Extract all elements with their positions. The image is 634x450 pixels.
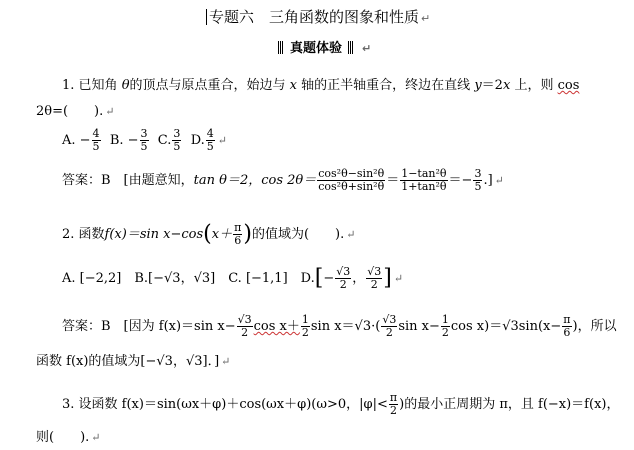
answer-2-line1: 答案：B [因为 f(x)＝sin x− $\frac{√3}{2}$ cos x＋ $\frac{1}{2}$ sin x＝√3·( $\frac{√3}{2}$ sin x− $\frac{1}{2}$ cos x)＝√3sin(x− $\frac{\pi}{6}$ )，所以 xyxy=(62,313,617,339)
question-3-stem: 3. 设函数 f(x)＝sin(ωx＋φ)＋cos(ωx＋φ)(ω>0，|φ|< $\frac{\pi}{2}$ )的最小正周期为 π，且 f(−x)＝f(x)， xyxy=(62,391,620,417)
question-2-stem: 2. 函数f(x)＝sin x−cos(x＋ $\frac{\pi}{6}$ )的值域为( ). ↵ xyxy=(62,221,356,247)
question-3-line2: 则( ). ↵ xyxy=(36,430,101,445)
question-1-options: A. − $\frac{4}{5}$ B. − $\frac{3}{5}$ C. $\frac{3}{5}$ D. $\frac{4}{5}$ ↵ xyxy=(62,127,227,153)
page-title: 专题六 三角函数的图象和性质 ↵ xyxy=(206,6,430,27)
return-mark-icon: ↵ xyxy=(421,12,431,25)
question-1-line2: 2θ=( ). ↵ xyxy=(36,104,115,119)
question-1-stem: 1. 已知角 θ的顶点与原点重合，始边与 x 轴的正半轴重合，终边在直线 y＝2x 上，则 cos xyxy=(62,78,580,93)
question-2-options: A. [−2,2] B.[−√3，√3] C. [−1,1] D.[− $\frac{√3}{2}$ ， $\frac{√3}{2}$ ] ↵ xyxy=(62,265,404,291)
section-heading: 真题体验 ↵ xyxy=(272,37,371,56)
cursor-bar xyxy=(206,9,207,25)
answer-1: 答案：B [由题意知，tan θ＝2，cos 2θ＝ $\frac{\text{cos²θ−sin²θ}}{\text{cos²θ+sin²θ}}$ ＝ $\frac{\text{1−tan²θ}}{\text{1+tan²θ}}$ ＝− $\frac{3}{5}$ .] ↵ xyxy=(62,167,504,193)
answer-2-line2: 函数 f(x)的值域为[−√3，√3]．] ↵ xyxy=(36,354,231,369)
heading-mark-icon xyxy=(278,41,284,54)
return-mark-icon: ↵ xyxy=(362,42,372,55)
heading-mark-icon xyxy=(348,41,354,54)
